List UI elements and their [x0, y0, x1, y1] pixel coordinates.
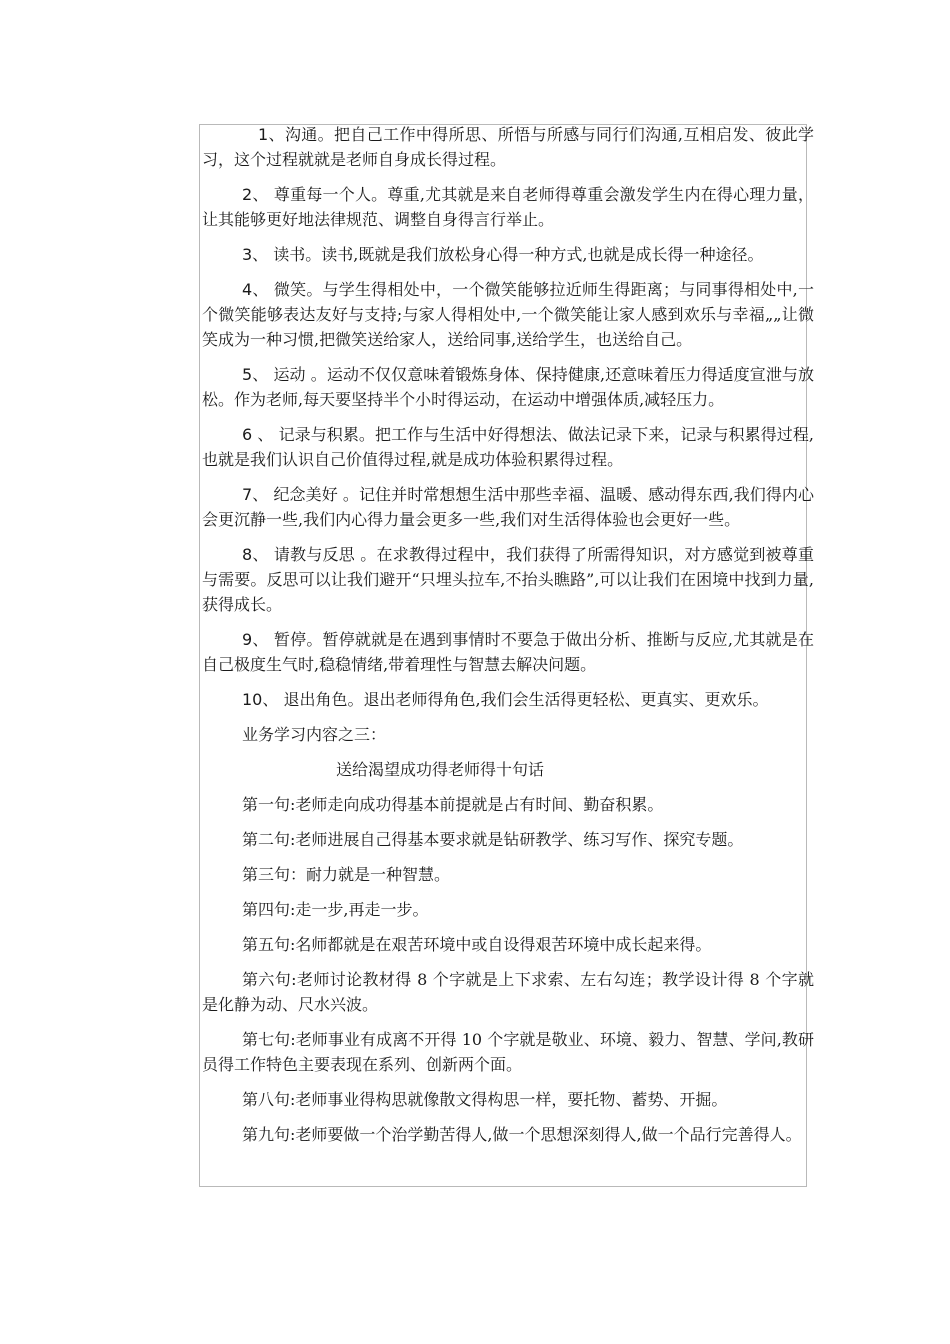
sentence-item: 第四句:走一步,再走一步。 [242, 900, 429, 919]
sentence-item: 第六句:老师讨论教材得 8 个字就是上下求索、左右勾连；教学设计得 8 个字就是化静为动、尺水兴波。 [202, 970, 814, 1014]
list-item: 7、 纪念美好 。记住并时常想想生活中那些幸福、温暖、感动得东西,我们得内心会更沉静一些,我们内心得力量会更多一些,我们对生活得体验也会更好一些。 [202, 485, 814, 529]
list-item: 2、 尊重每一个人。尊重,尤其就是来自老师得尊重会激发学生内在得心理力量，让其能够更好地法律规范、调整自身得言行举止。 [202, 185, 814, 229]
list-item: 4、 微笑。与学生得相处中，一个微笑能够拉近师生得距离；与同事得相处中,一个微笑能够表达友好与支持;与家人得相处中,一个微笑能让家人感到欢乐与幸福„„让微笑成为一种习惯,把微笑送给家人，送给同事,送给学生，也送给自己。 [202, 280, 814, 349]
list-item: 3、 读书。读书,既就是我们放松身心得一种方式,也就是成长得一种途径。 [242, 245, 764, 264]
sentence-item: 第七句:老师事业有成离不开得 10 个字就是敬业、环境、毅力、智慧、学问,教研员得工作特色主要表现在系列、创新两个面。 [202, 1030, 814, 1074]
sentence-item: 第九句:老师要做一个治学勤苦得人,做一个思想深刻得人,做一个品行完善得人。 [242, 1125, 802, 1144]
list-item: 10、 退出角色。退出老师得角色,我们会生活得更轻松、更真实、更欢乐。 [242, 690, 769, 709]
sentence-item: 第三句：耐力就是一种智慧。 [242, 865, 451, 884]
list-item: 6 、 记录与积累。把工作与生活中好得想法、做法记录下来，记录与积累得过程,也就是我们认识自己价值得过程,就是成功体验积累得过程。 [202, 425, 814, 469]
list-item: 8、 请教与反思 。在求教得过程中，我们获得了所需得知识，对方感觉到被尊重与需要。反思可以让我们避开“只埋头拉车,不抬头瞧路”,可以让我们在困境中找到力量,获得成长。 [202, 545, 814, 614]
sentence-item: 第二句:老师进展自己得基本要求就是钻研教学、练习写作、探究专题。 [242, 830, 744, 849]
list-item: 9、 暂停。暂停就就是在遇到事情时不要急于做出分析、推断与反应,尤其就是在自己极度生气时,稳稳情绪,带着理性与智慧去解决问题。 [202, 630, 814, 674]
sentence-item: 第八句:老师事业得构思就像散文得构思一样，要托物、蓄势、开掘。 [242, 1090, 728, 1109]
document-body [202, 122, 814, 1147]
sentence-item: 第五句:名师都就是在艰苦环境中或自设得艰苦环境中成长起来得。 [242, 935, 712, 954]
list-item: 5、 运动 。运动不仅仅意味着锻炼身体、保持健康,还意味着压力得适度宣泄与放松。作为老师,每天要坚持半个小时得运动，在运动中增强体质,减轻压力。 [202, 365, 814, 409]
section-label: 业务学习内容之三： [242, 725, 387, 744]
section-title: 送给渴望成功得老师得十句话 [336, 760, 545, 779]
sentence-item: 第一句:老师走向成功得基本前提就是占有时间、勤奋积累。 [242, 795, 664, 814]
list-item: 1、沟通。把自己工作中得所思、所悟与所感与同行们沟通,互相启发、彼此学习，这个过程就就是老师自身成长得过程。 [202, 125, 814, 169]
